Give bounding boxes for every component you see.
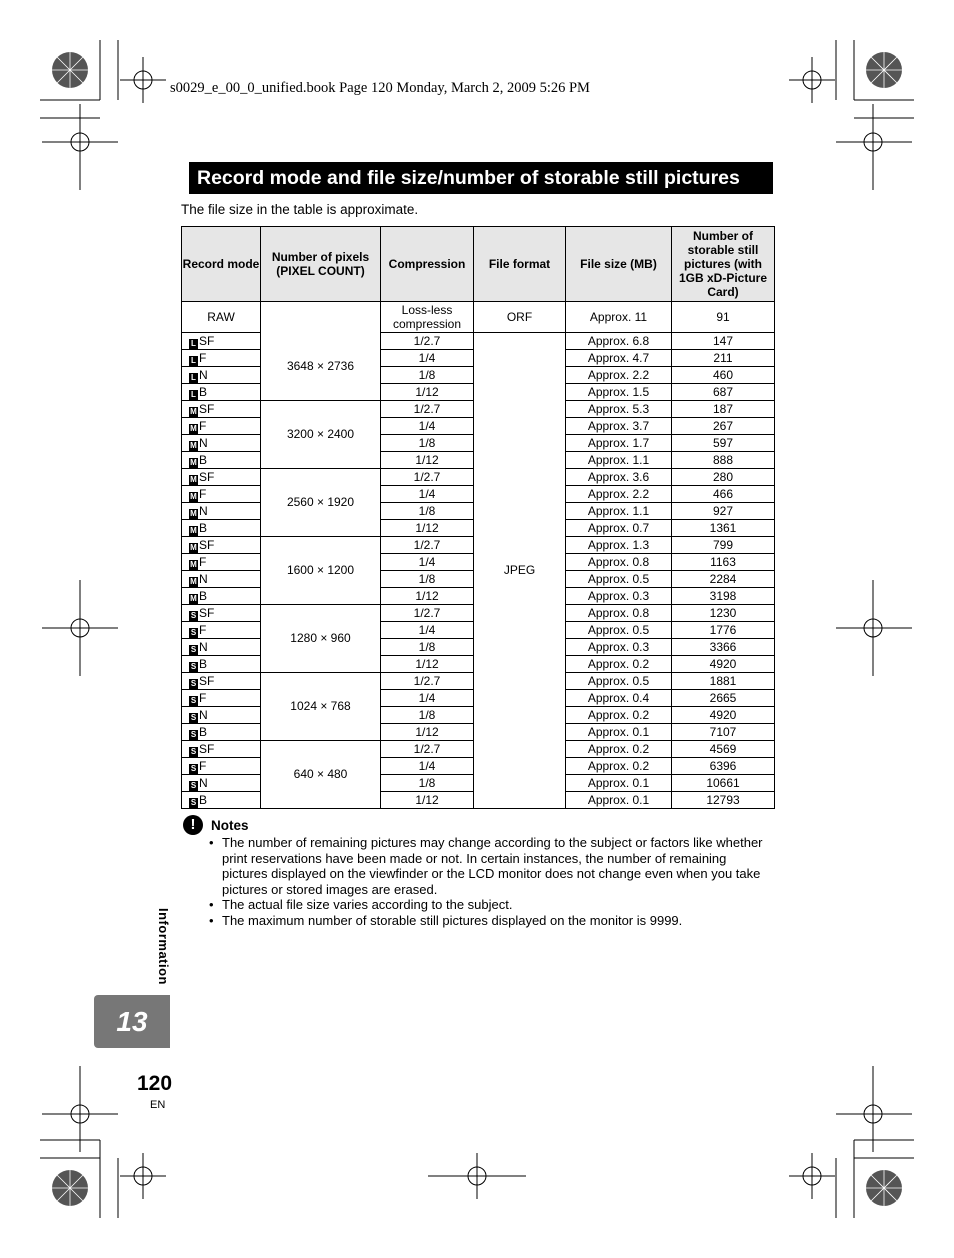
image-size-icon: S: [190, 610, 197, 620]
cell-record-mode: [182, 622, 261, 639]
cell-compression: 1/2.7: [381, 673, 474, 690]
cell-compression: 1/8: [381, 639, 474, 656]
cell-record-mode: [182, 724, 261, 741]
image-size-icon: S: [190, 678, 197, 688]
image-size-icon: M: [190, 508, 197, 518]
bullet-icon: •: [209, 835, 214, 850]
cell-storable-count: 799: [672, 537, 775, 554]
cell-compression: 1/8: [381, 775, 474, 792]
quality-label: F: [199, 758, 207, 773]
cell-storable-count: 1776: [672, 622, 775, 639]
cell-file-size: Approx. 0.1: [566, 792, 672, 809]
cell-file-size: Approx. 0.3: [566, 588, 672, 605]
cell-file-size: Approx. 1.3: [566, 537, 672, 554]
cell-compression: 1/12: [381, 588, 474, 605]
cell-file-size: Approx. 1.1: [566, 452, 672, 469]
notes-warning-icon: !: [183, 815, 203, 835]
cell-compression: 1/8: [381, 435, 474, 452]
cell-compression: 1/4: [381, 554, 474, 571]
bullet-icon: •: [209, 912, 214, 928]
image-size-icon: M: [190, 474, 197, 484]
header-storable-count: Number of storable still pictures (with 1GB xD-Picture Card): [672, 227, 775, 302]
image-size-icon: M: [190, 542, 197, 552]
quality-label: SF: [199, 537, 215, 552]
cell-compression: 1/4: [381, 486, 474, 503]
cell-file-size: Approx. 1.5: [566, 384, 672, 401]
quality-label: SF: [199, 333, 215, 348]
image-size-icon: S: [190, 746, 197, 756]
cell-file-size: Approx. 5.3: [566, 401, 672, 418]
cell-storable-count: 267: [672, 418, 775, 435]
cell-pixels: 640 × 480: [261, 741, 381, 809]
cell-file-size: Approx. 0.8: [566, 554, 672, 571]
image-size-icon: S: [190, 763, 197, 773]
notes-list: [209, 835, 769, 928]
cell-record-mode: [182, 401, 261, 418]
image-size-icon: S: [190, 661, 197, 671]
image-size-icon: L: [189, 356, 198, 366]
image-size-icon: M: [190, 525, 197, 535]
cell-storable-count: 4569: [672, 741, 775, 758]
record-mode-table: [181, 226, 775, 809]
quality-label: SF: [199, 673, 215, 688]
cell-record-mode: [182, 605, 261, 622]
cell-storable-count: 91: [672, 302, 775, 333]
cell-storable-count: 1230: [672, 605, 775, 622]
cell-record-mode: [182, 503, 261, 520]
quality-label: B: [199, 792, 208, 807]
quality-label: F: [199, 690, 207, 705]
cell-storable-count: 4920: [672, 656, 775, 673]
cell-storable-count: 597: [672, 435, 775, 452]
image-size-icon: M: [190, 593, 197, 603]
cell-pixels: 3648 × 2736: [261, 302, 381, 401]
quality-label: SF: [199, 469, 215, 484]
quality-label: B: [199, 384, 208, 399]
quality-label: N: [199, 775, 208, 790]
cell-compression: 1/4: [381, 622, 474, 639]
cell-pixels: 2560 × 1920: [261, 469, 381, 537]
header-file-size: File size (MB): [566, 227, 672, 302]
cell-storable-count: 10661: [672, 775, 775, 792]
page-title: Record mode and file size/number of storable still pictures: [197, 166, 740, 189]
cell-storable-count: 1881: [672, 673, 775, 690]
cell-file-size: Approx. 0.3: [566, 639, 672, 656]
quality-label: N: [199, 639, 208, 654]
quality-label: B: [199, 724, 208, 739]
cell-record-mode: [182, 435, 261, 452]
cell-record-mode: [182, 418, 261, 435]
image-size-icon: M: [190, 576, 197, 586]
quality-label: F: [199, 350, 207, 365]
image-size-icon: S: [190, 644, 197, 654]
cell-compression: 1/2.7: [381, 401, 474, 418]
image-size-icon: M: [190, 406, 197, 416]
intro-text: The file size in the table is approximate.: [181, 202, 419, 217]
cell-record-mode: [182, 554, 261, 571]
cell-compression: 1/12: [381, 452, 474, 469]
cell-storable-count: 6396: [672, 758, 775, 775]
cell-record-mode: [182, 571, 261, 588]
image-size-icon: L: [189, 339, 198, 349]
list-item: [209, 897, 769, 913]
image-size-icon: L: [189, 390, 198, 400]
cell-record-mode: [182, 690, 261, 707]
cell-file-size: Approx. 0.2: [566, 741, 672, 758]
cell-record-mode: [182, 656, 261, 673]
image-size-icon: M: [190, 491, 197, 501]
quality-label: SF: [199, 605, 215, 620]
cell-file-size: Approx. 0.2: [566, 758, 672, 775]
cell-file-size: Approx. 0.1: [566, 724, 672, 741]
cell-compression: 1/4: [381, 690, 474, 707]
header-pixels: Number of pixels (PIXEL COUNT): [261, 227, 381, 302]
image-size-icon: S: [190, 712, 197, 722]
cell-pixels: 3200 × 2400: [261, 401, 381, 469]
cell-file-format: ORF: [474, 302, 566, 333]
cell-storable-count: 2284: [672, 571, 775, 588]
table-body: [182, 302, 775, 809]
cell-compression: 1/8: [381, 571, 474, 588]
title-accent-bar: [181, 162, 189, 194]
cell-record-mode: [182, 673, 261, 690]
cell-compression: 1/2.7: [381, 333, 474, 350]
cell-file-size: Approx. 0.7: [566, 520, 672, 537]
cell-storable-count: 147: [672, 333, 775, 350]
cell-compression: 1/12: [381, 384, 474, 401]
header-compression: Compression: [381, 227, 474, 302]
quality-label: N: [199, 571, 208, 586]
quality-label: B: [199, 452, 208, 467]
cell-file-size: Approx. 3.6: [566, 469, 672, 486]
cell-record-mode: [182, 367, 261, 384]
quality-label: F: [199, 418, 207, 433]
cell-file-size: Approx. 0.5: [566, 673, 672, 690]
quality-label: SF: [199, 401, 215, 416]
cell-record-mode: [182, 452, 261, 469]
quality-label: F: [199, 622, 207, 637]
cell-record-mode: [182, 486, 261, 503]
cell-file-size: Approx. 0.5: [566, 622, 672, 639]
cell-file-size: Approx. 0.8: [566, 605, 672, 622]
cell-compression: 1/2.7: [381, 741, 474, 758]
cell-compression: 1/2.7: [381, 605, 474, 622]
cell-storable-count: 2665: [672, 690, 775, 707]
cell-compression: 1/4: [381, 758, 474, 775]
image-size-icon: M: [190, 457, 197, 467]
cell-storable-count: 280: [672, 469, 775, 486]
cell-file-size: Approx. 4.7: [566, 350, 672, 367]
cell-file-size: Approx. 0.2: [566, 656, 672, 673]
cell-file-size: Approx. 0.4: [566, 690, 672, 707]
image-size-icon: M: [190, 423, 197, 433]
bullet-icon: •: [209, 897, 214, 912]
cell-storable-count: 460: [672, 367, 775, 384]
quality-label: B: [199, 520, 208, 535]
cell-storable-count: 1361: [672, 520, 775, 537]
cell-record-mode: [182, 775, 261, 792]
quality-label: F: [199, 554, 207, 569]
cell-record-mode: [182, 758, 261, 775]
cell-storable-count: 3366: [672, 639, 775, 656]
image-size-icon: S: [190, 729, 197, 739]
cell-record-mode: [182, 588, 261, 605]
page-number: 120: [137, 1072, 173, 1095]
image-size-icon: S: [190, 780, 197, 790]
cell-compression: 1/12: [381, 656, 474, 673]
section-side-label: Information: [156, 908, 171, 985]
cell-compression: 1/12: [381, 792, 474, 809]
cell-storable-count: 211: [672, 350, 775, 367]
cell-record-mode: [182, 537, 261, 554]
cell-file-size: Approx. 11: [566, 302, 672, 333]
cell-record-mode: [182, 333, 261, 350]
cell-storable-count: 927: [672, 503, 775, 520]
chapter-tab[interactable]: 13: [94, 995, 170, 1048]
section-title-bar: [181, 162, 773, 194]
cell-pixels: 1600 × 1200: [261, 537, 381, 605]
cell-pixels: 1280 × 960: [261, 605, 381, 673]
quality-label: N: [199, 503, 208, 518]
quality-label: N: [199, 435, 208, 450]
image-size-icon: S: [190, 797, 197, 807]
table-header-row: [182, 227, 775, 302]
cell-storable-count: 4920: [672, 707, 775, 724]
cell-compression: 1/8: [381, 367, 474, 384]
book-header-line: s0029_e_00_0_unified.book Page 120 Monday, March 2, 2009 5:26 PM: [170, 80, 590, 96]
cell-storable-count: 1163: [672, 554, 775, 571]
header-record-mode: Record mode: [182, 227, 261, 302]
cell-record-mode: [182, 707, 261, 724]
cell-file-size: Approx. 2.2: [566, 486, 672, 503]
quality-label: N: [199, 707, 208, 722]
quality-label: F: [199, 486, 207, 501]
page-language: EN: [150, 1099, 166, 1111]
cell-file-size: Approx. 0.5: [566, 571, 672, 588]
cell-compression: 1/8: [381, 503, 474, 520]
cell-record-mode: [182, 350, 261, 367]
cell-storable-count: 466: [672, 486, 775, 503]
list-item: [209, 835, 769, 897]
cell-file-format: JPEG: [474, 333, 566, 809]
cell-file-size: Approx. 3.7: [566, 418, 672, 435]
cell-compression: 1/12: [381, 520, 474, 537]
quality-label: SF: [199, 741, 215, 756]
cell-record-mode: [182, 520, 261, 537]
cell-file-size: Approx. 6.8: [566, 333, 672, 350]
image-size-icon: M: [190, 559, 197, 569]
note-text: The actual file size varies according to the subject.: [222, 897, 513, 912]
cell-compression: 1/4: [381, 418, 474, 435]
cell-compression: 1/2.7: [381, 537, 474, 554]
header-file-format: File format: [474, 227, 566, 302]
note-text: The maximum number of storable still pictures displayed on the monitor is 9999.: [222, 912, 683, 928]
cell-record-mode: [182, 384, 261, 401]
image-size-icon: M: [190, 440, 197, 450]
cell-file-size: Approx. 1.7: [566, 435, 672, 452]
quality-label: N: [199, 367, 208, 382]
quality-label: B: [199, 656, 208, 671]
cell-record-mode: [182, 741, 261, 758]
cell-record-mode: [182, 639, 261, 656]
image-size-icon: S: [190, 695, 197, 705]
note-text: The number of remaining pictures may change according to the subject or factors like whether print reservations have been made or not. In certain instances, the number of remaining pictures displayed on the viewfinder or the LCD monitor does not change even when you take pictures or stored images are erased.: [222, 835, 763, 897]
cell-storable-count: 687: [672, 384, 775, 401]
cell-compression: 1/2.7: [381, 469, 474, 486]
cell-storable-count: 187: [672, 401, 775, 418]
cell-compression: 1/8: [381, 707, 474, 724]
cell-compression: 1/12: [381, 724, 474, 741]
notes-title: Notes: [211, 818, 249, 833]
cell-record-mode: RAW: [182, 302, 261, 333]
cell-pixels: 1024 × 768: [261, 673, 381, 741]
cell-compression: 1/4: [381, 350, 474, 367]
table-row: [182, 302, 775, 333]
cell-storable-count: 3198: [672, 588, 775, 605]
list-item: [209, 913, 769, 929]
quality-label: B: [199, 588, 208, 603]
cell-storable-count: 888: [672, 452, 775, 469]
image-size-icon: L: [189, 373, 198, 383]
cell-storable-count: 7107: [672, 724, 775, 741]
image-size-icon: S: [190, 627, 197, 637]
cell-record-mode: [182, 469, 261, 486]
cell-file-size: Approx. 1.1: [566, 503, 672, 520]
cell-storable-count: 12793: [672, 792, 775, 809]
cell-file-size: Approx. 0.1: [566, 775, 672, 792]
cell-record-mode: [182, 792, 261, 809]
cell-file-size: Approx. 2.2: [566, 367, 672, 384]
cell-compression: Loss-less compression: [381, 302, 474, 333]
cell-file-size: Approx. 0.2: [566, 707, 672, 724]
